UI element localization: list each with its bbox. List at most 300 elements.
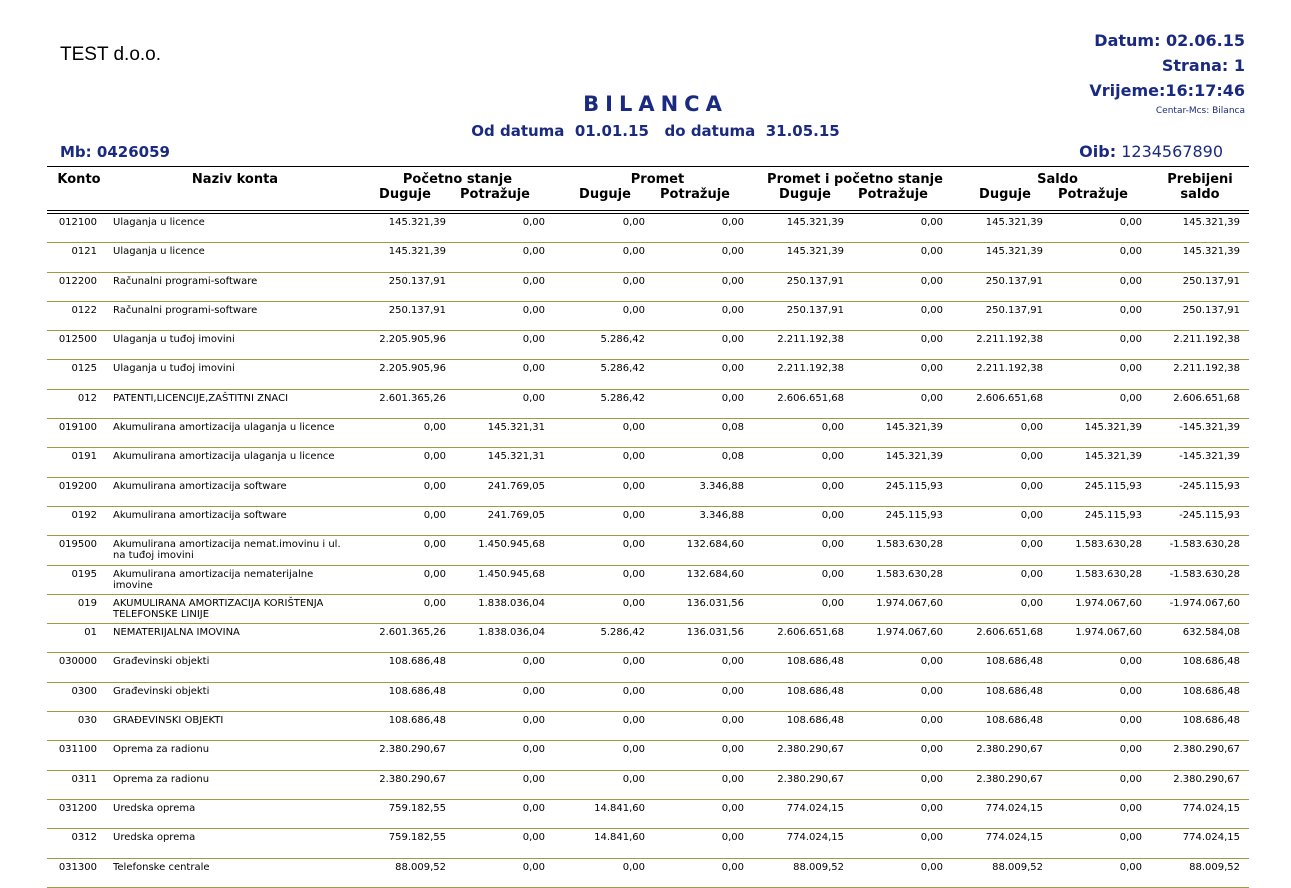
pocetno-duguje-cell: 0,00 — [423, 539, 446, 551]
ukupno-duguje-cell: 250.137,91 — [786, 275, 844, 287]
konto-cell: 012100 — [58, 217, 97, 228]
sub-potrazuje-2: Potražuje — [660, 187, 730, 202]
table-row — [47, 273, 1249, 302]
promet-duguje-cell: 0,00 — [622, 861, 645, 873]
pocetno-potrazuje-cell: 1.450.945,68 — [478, 568, 545, 580]
prebijeni-saldo-cell: 774.024,15 — [1182, 832, 1240, 844]
ukupno-potrazuje-cell: 0,00 — [920, 832, 943, 844]
saldo-potrazuje-cell: 0,00 — [1119, 802, 1142, 814]
table-row — [47, 331, 1249, 360]
pocetno-duguje-cell: 0,00 — [423, 422, 446, 434]
naziv-cell: Građevinski objekti — [113, 656, 210, 668]
promet-potrazuje-cell: 132.684,60 — [686, 568, 744, 580]
naziv-cell: Građevinski objekti — [113, 685, 210, 697]
konto-cell: 0122 — [71, 304, 97, 316]
prebijeni-saldo-cell: 2.380.290,67 — [1173, 773, 1240, 785]
promet-duguje-cell: 5.286,42 — [600, 334, 645, 346]
pocetno-potrazuje-cell: 0,00 — [522, 773, 545, 785]
saldo-duguje-cell: 0,00 — [1020, 509, 1043, 521]
report-title: BILANCA — [583, 92, 728, 116]
promet-potrazuje-cell: 0,00 — [721, 832, 744, 844]
saldo-duguje-cell: 2.380.290,67 — [976, 744, 1043, 756]
ukupno-duguje-cell: 108.686,48 — [786, 685, 844, 697]
saldo-potrazuje-cell: 0,00 — [1119, 275, 1142, 287]
saldo-duguje-cell: 2.380.290,67 — [976, 773, 1043, 785]
promet-duguje-cell: 0,00 — [622, 685, 645, 697]
saldo-duguje-cell: 0,00 — [1020, 568, 1043, 580]
header-rule-top — [47, 166, 1249, 167]
konto-cell: 012 — [77, 392, 97, 404]
pocetno-duguje-cell: 2.380.290,67 — [379, 773, 446, 785]
pocetno-duguje-cell: 0,00 — [423, 451, 446, 463]
pocetno-duguje-cell: 250.137,91 — [388, 275, 446, 287]
saldo-potrazuje-cell: 0,00 — [1119, 832, 1142, 844]
prebijeni-saldo-cell: -145.321,39 — [1179, 422, 1240, 434]
ukupno-duguje-cell: 2.380.290,67 — [777, 744, 844, 756]
naziv-cell: Akumulirana amortizacija nematerijalne imovine — [113, 568, 314, 591]
ukupno-potrazuje-cell: 145.321,39 — [885, 422, 943, 434]
promet-potrazuje-cell: 0,00 — [721, 392, 744, 404]
sub-duguje-3: Duguje — [779, 187, 831, 202]
pocetno-duguje-cell: 145.321,39 — [388, 217, 446, 228]
table-row — [47, 360, 1249, 389]
promet-duguje-cell: 14.841,60 — [594, 802, 645, 814]
saldo-duguje-cell: 0,00 — [1020, 539, 1043, 551]
prebijeni-saldo-cell: 108.686,48 — [1182, 685, 1240, 697]
col-promet-header: Promet — [630, 172, 685, 187]
table-row — [47, 624, 1249, 653]
prebijeni-saldo-cell: 108.686,48 — [1182, 715, 1240, 727]
promet-potrazuje-cell: 136.031,56 — [686, 597, 744, 609]
prebijeni-saldo-cell: 774.024,15 — [1182, 802, 1240, 814]
col-pocetno-header: Početno stanje — [402, 172, 513, 187]
prebijeni-saldo-cell: 108.686,48 — [1182, 656, 1240, 668]
promet-duguje-cell: 5.286,42 — [600, 392, 645, 404]
pocetno-duguje-cell: 0,00 — [423, 509, 446, 521]
sub-duguje-1: Duguje — [379, 187, 431, 202]
pocetno-potrazuje-cell: 0,00 — [522, 392, 545, 404]
promet-duguje-cell: 0,00 — [622, 304, 645, 316]
saldo-potrazuje-cell: 0,00 — [1119, 744, 1142, 756]
saldo-potrazuje-cell: 0,00 — [1119, 773, 1142, 785]
ukupno-potrazuje-cell: 245.115,93 — [885, 480, 943, 492]
ukupno-potrazuje-cell: 0,00 — [920, 861, 943, 873]
saldo-potrazuje-cell: 0,00 — [1119, 685, 1142, 697]
naziv-cell: Akumulirana amortizacija software — [113, 480, 287, 492]
ukupno-duguje-cell: 108.686,48 — [786, 656, 844, 668]
saldo-potrazuje-cell: 0,00 — [1119, 715, 1142, 727]
oib-label: Oib: — [1079, 142, 1117, 161]
naziv-cell: Oprema za radionu — [113, 773, 210, 785]
pocetno-potrazuje-cell: 0,00 — [522, 246, 545, 258]
ukupno-duguje-cell: 88.009,52 — [793, 861, 844, 873]
prebijeni-saldo-cell: -1.974.067,60 — [1169, 597, 1240, 609]
promet-potrazuje-cell: 132.684,60 — [686, 539, 744, 551]
ukupno-duguje-cell: 145.321,39 — [786, 217, 844, 228]
ukupno-duguje-cell: 0,00 — [821, 539, 844, 551]
naziv-cell: Ulaganja u tuđoj imovini — [113, 334, 235, 346]
saldo-potrazuje-cell: 0,00 — [1119, 392, 1142, 404]
pocetno-duguje-cell: 759.182,55 — [388, 832, 446, 844]
saldo-potrazuje-cell: 145.321,39 — [1084, 422, 1142, 434]
col-naziv-header: Naziv konta — [191, 172, 279, 187]
konto-cell: 0125 — [71, 363, 97, 375]
promet-potrazuje-cell: 0,08 — [721, 451, 744, 463]
saldo-potrazuje-cell: 0,00 — [1119, 304, 1142, 316]
saldo-potrazuje-cell: 0,00 — [1119, 217, 1142, 228]
promet-potrazuje-cell: 136.031,56 — [686, 627, 744, 639]
prebijeni-saldo-cell: -245.115,93 — [1179, 480, 1240, 492]
ukupno-potrazuje-cell: 145.321,39 — [885, 451, 943, 463]
prebijeni-saldo-cell: 250.137,91 — [1182, 304, 1240, 316]
naziv-cell: Ulaganja u licence — [113, 217, 205, 228]
saldo-duguje-cell: 2.606.651,68 — [976, 627, 1043, 639]
promet-duguje-cell: 0,00 — [622, 246, 645, 258]
ukupno-potrazuje-cell: 0,00 — [920, 802, 943, 814]
saldo-potrazuje-cell: 0,00 — [1119, 334, 1142, 346]
pocetno-potrazuje-cell: 0,00 — [522, 656, 545, 668]
naziv-cell: Oprema za radionu — [113, 744, 210, 756]
col-saldo-header: Saldo — [1037, 172, 1078, 187]
promet-duguje-cell: 0,00 — [622, 451, 645, 463]
naziv-cell: Akumulirana amortizacija ulaganja u licence — [113, 451, 335, 463]
ukupno-duguje-cell: 2.211.192,38 — [777, 363, 844, 375]
promet-duguje-cell: 0,00 — [622, 217, 645, 228]
ukupno-potrazuje-cell: 0,00 — [920, 304, 943, 316]
prebijeni-saldo-cell: 2.211.192,38 — [1173, 363, 1240, 375]
promet-duguje-cell: 0,00 — [622, 509, 645, 521]
saldo-duguje-cell: 2.606.651,68 — [976, 392, 1043, 404]
oib-value: 1234567890 — [1121, 142, 1223, 161]
saldo-duguje-cell: 108.686,48 — [985, 685, 1043, 697]
prebijeni-saldo-cell: -1.583.630,28 — [1169, 539, 1240, 551]
pocetno-duguje-cell: 145.321,39 — [388, 246, 446, 258]
ukupno-duguje-cell: 2.606.651,68 — [777, 392, 844, 404]
ukupno-duguje-cell: 108.686,48 — [786, 715, 844, 727]
table-row — [47, 302, 1249, 331]
ukupno-duguje-cell: 0,00 — [821, 597, 844, 609]
saldo-duguje-cell: 2.211.192,38 — [976, 363, 1043, 375]
promet-potrazuje-cell: 0,00 — [721, 744, 744, 756]
promet-duguje-cell: 0,00 — [622, 773, 645, 785]
konto-cell: 019 — [77, 597, 97, 609]
promet-duguje-cell: 0,00 — [622, 275, 645, 287]
konto-cell: 019500 — [58, 539, 97, 551]
prebijeni-saldo-cell: 145.321,39 — [1182, 246, 1240, 258]
konto-cell: 0311 — [71, 773, 97, 785]
saldo-duguje-cell: 774.024,15 — [985, 802, 1043, 814]
pocetno-potrazuje-cell: 0,00 — [522, 363, 545, 375]
pocetno-duguje-cell: 108.686,48 — [388, 685, 446, 697]
pocetno-potrazuje-cell: 0,00 — [522, 217, 545, 228]
konto-cell: 030000 — [58, 656, 97, 668]
ukupno-duguje-cell: 2.211.192,38 — [777, 334, 844, 346]
ukupno-potrazuje-cell: 0,00 — [920, 217, 943, 228]
table-row — [47, 536, 1249, 565]
prebijeni-saldo-cell: -1.583.630,28 — [1169, 568, 1240, 580]
pocetno-potrazuje-cell: 0,00 — [522, 685, 545, 697]
promet-duguje-cell: 0,00 — [622, 539, 645, 551]
saldo-potrazuje-cell: 1.974.067,60 — [1075, 627, 1142, 639]
table-row — [47, 712, 1249, 741]
saldo-duguje-cell: 250.137,91 — [985, 275, 1043, 287]
col-prebijeni-header: Prebijeni — [1167, 172, 1233, 187]
pocetno-duguje-cell: 0,00 — [423, 480, 446, 492]
pocetno-duguje-cell: 2.601.365,26 — [379, 392, 446, 404]
saldo-duguje-cell: 0,00 — [1020, 451, 1043, 463]
col-promet-pocetno-header: Promet i početno stanje — [767, 172, 943, 187]
sub-potrazuje-3: Potražuje — [858, 187, 928, 202]
saldo-potrazuje-cell: 0,00 — [1119, 656, 1142, 668]
naziv-cell: Računalni programi-software — [113, 275, 258, 287]
promet-potrazuje-cell: 0,00 — [721, 802, 744, 814]
naziv-cell: PATENTI,LICENCIJE,ZAŠTITNI ZNACI — [113, 392, 289, 404]
pocetno-duguje-cell: 2.205.905,96 — [379, 334, 446, 346]
oib — [1079, 142, 1223, 161]
promet-potrazuje-cell: 0,00 — [721, 217, 744, 228]
naziv-cell: Ulaganja u tuđoj imovini — [113, 363, 235, 375]
konto-cell: 012200 — [58, 275, 97, 287]
ukupno-potrazuje-cell: 1.583.630,28 — [876, 568, 943, 580]
pocetno-potrazuje-cell: 1.838.036,04 — [478, 597, 545, 609]
pocetno-duguje-cell: 0,00 — [423, 597, 446, 609]
saldo-duguje-cell: 108.686,48 — [985, 715, 1043, 727]
konto-cell: 0300 — [71, 685, 97, 697]
promet-potrazuje-cell: 0,00 — [721, 715, 744, 727]
sub-duguje-2: Duguje — [579, 187, 631, 202]
ukupno-potrazuje-cell: 1.583.630,28 — [876, 539, 943, 551]
konto-cell: 0121 — [71, 246, 97, 258]
date-range: Od datuma 01.01.15 do datuma 31.05.15 — [471, 122, 840, 140]
pocetno-potrazuje-cell: 1.838.036,04 — [478, 627, 545, 639]
prebijeni-saldo-cell: 88.009,52 — [1189, 861, 1240, 873]
pocetno-duguje-cell: 759.182,55 — [388, 802, 446, 814]
naziv-cell: GRAĐEVINSKI OBJEKTI — [113, 715, 224, 727]
table-row — [47, 390, 1249, 419]
konto-cell: 01 — [84, 627, 97, 639]
ukupno-duguje-cell: 0,00 — [821, 509, 844, 521]
report-time: Vrijeme:16:17:46 — [1089, 81, 1245, 100]
saldo-potrazuje-cell: 1.974.067,60 — [1075, 597, 1142, 609]
konto-cell: 031300 — [58, 861, 97, 873]
pocetno-potrazuje-cell: 1.450.945,68 — [478, 539, 545, 551]
table-row — [47, 214, 1249, 243]
promet-potrazuje-cell: 0,00 — [721, 334, 744, 346]
naziv-cell: Uredska oprema — [113, 802, 196, 814]
ukupno-potrazuje-cell: 0,00 — [920, 363, 943, 375]
promet-duguje-cell: 0,00 — [622, 715, 645, 727]
promet-potrazuje-cell: 0,00 — [721, 656, 744, 668]
report-date: Datum: 02.06.15 — [1094, 31, 1245, 50]
table-row — [47, 741, 1249, 770]
balance-table-body — [47, 214, 1249, 888]
konto-cell: 0312 — [71, 832, 97, 844]
ukupno-potrazuje-cell: 1.974.067,60 — [876, 597, 943, 609]
ukupno-potrazuje-cell: 0,00 — [920, 275, 943, 287]
saldo-potrazuje-cell: 245.115,93 — [1084, 509, 1142, 521]
table-row — [47, 800, 1249, 829]
promet-potrazuje-cell: 0,00 — [721, 685, 744, 697]
ukupno-potrazuje-cell: 0,00 — [920, 773, 943, 785]
promet-duguje-cell: 5.286,42 — [600, 627, 645, 639]
pocetno-duguje-cell: 0,00 — [423, 568, 446, 580]
ukupno-duguje-cell: 0,00 — [821, 568, 844, 580]
company-name: TEST d.o.o. — [60, 44, 162, 65]
naziv-cell: NEMATERIJALNA IMOVINA — [113, 627, 240, 639]
konto-cell: 0191 — [71, 451, 97, 463]
header-rule-bottom — [47, 210, 1249, 211]
ukupno-potrazuje-cell: 0,00 — [920, 715, 943, 727]
promet-duguje-cell: 0,00 — [622, 597, 645, 609]
saldo-duguje-cell: 108.686,48 — [985, 656, 1043, 668]
konto-cell: 0195 — [71, 568, 97, 580]
promet-potrazuje-cell: 0,00 — [721, 861, 744, 873]
ukupno-potrazuje-cell: 0,00 — [920, 685, 943, 697]
ukupno-duguje-cell: 0,00 — [821, 480, 844, 492]
pocetno-duguje-cell: 88.009,52 — [395, 861, 446, 873]
ukupno-duguje-cell: 2.380.290,67 — [777, 773, 844, 785]
pocetno-duguje-cell: 250.137,91 — [388, 304, 446, 316]
promet-potrazuje-cell: 0,00 — [721, 304, 744, 316]
pocetno-potrazuje-cell: 0,00 — [522, 861, 545, 873]
table-row — [47, 771, 1249, 800]
naziv-cell: Telefonske centrale — [113, 861, 210, 873]
ukupno-duguje-cell: 145.321,39 — [786, 246, 844, 258]
pocetno-potrazuje-cell: 0,00 — [522, 744, 545, 756]
report-source: Centar-Mcs: Bilanca — [1155, 106, 1245, 116]
konto-cell: 019200 — [58, 480, 97, 492]
col-prebijeni-header-2: saldo — [1180, 187, 1220, 202]
mb-number: Mb: 0426059 — [60, 143, 170, 161]
pocetno-potrazuje-cell: 0,00 — [522, 832, 545, 844]
prebijeni-saldo-cell: 2.211.192,38 — [1173, 334, 1240, 346]
saldo-duguje-cell: 2.211.192,38 — [976, 334, 1043, 346]
promet-duguje-cell: 0,00 — [622, 480, 645, 492]
saldo-duguje-cell: 250.137,91 — [985, 304, 1043, 316]
promet-duguje-cell: 0,00 — [622, 656, 645, 668]
pocetno-potrazuje-cell: 145.321,31 — [487, 422, 545, 434]
promet-duguje-cell: 14.841,60 — [594, 832, 645, 844]
saldo-duguje-cell: 0,00 — [1020, 480, 1043, 492]
ukupno-duguje-cell: 250.137,91 — [786, 304, 844, 316]
ukupno-potrazuje-cell: 1.974.067,60 — [876, 627, 943, 639]
konto-cell: 031200 — [58, 802, 97, 814]
promet-potrazuje-cell: 0,08 — [721, 422, 744, 434]
konto-cell: 012500 — [58, 334, 97, 346]
pocetno-duguje-cell: 2.380.290,67 — [379, 744, 446, 756]
promet-duguje-cell: 0,00 — [622, 568, 645, 580]
saldo-duguje-cell: 774.024,15 — [985, 832, 1043, 844]
ukupno-duguje-cell: 774.024,15 — [786, 802, 844, 814]
ukupno-potrazuje-cell: 0,00 — [920, 246, 943, 258]
promet-duguje-cell: 0,00 — [622, 744, 645, 756]
ukupno-potrazuje-cell: 0,00 — [920, 334, 943, 346]
promet-potrazuje-cell: 3.346,88 — [699, 509, 744, 521]
konto-cell: 031100 — [58, 744, 97, 756]
saldo-potrazuje-cell: 0,00 — [1119, 246, 1142, 258]
table-row — [47, 448, 1249, 477]
saldo-duguje-cell: 0,00 — [1020, 597, 1043, 609]
promet-potrazuje-cell: 0,00 — [721, 246, 744, 258]
prebijeni-saldo-cell: 2.380.290,67 — [1173, 744, 1240, 756]
table-row — [47, 566, 1249, 595]
promet-potrazuje-cell: 0,00 — [721, 363, 744, 375]
saldo-potrazuje-cell: 0,00 — [1119, 861, 1142, 873]
ukupno-potrazuje-cell: 245.115,93 — [885, 509, 943, 521]
saldo-potrazuje-cell: 0,00 — [1119, 363, 1142, 375]
konto-cell: 0192 — [71, 509, 97, 521]
saldo-duguje-cell: 145.321,39 — [985, 217, 1043, 228]
pocetno-duguje-cell: 108.686,48 — [388, 715, 446, 727]
naziv-cell: Akumulirana amortizacija ulaganja u licence — [113, 422, 335, 434]
pocetno-potrazuje-cell: 0,00 — [522, 334, 545, 346]
saldo-duguje-cell: 88.009,52 — [992, 861, 1043, 873]
saldo-potrazuje-cell: 245.115,93 — [1084, 480, 1142, 492]
saldo-potrazuje-cell: 145.321,39 — [1084, 451, 1142, 463]
prebijeni-saldo-cell: 145.321,39 — [1182, 217, 1240, 228]
prebijeni-saldo-cell: 250.137,91 — [1182, 275, 1240, 287]
pocetno-duguje-cell: 2.601.365,26 — [379, 627, 446, 639]
pocetno-potrazuje-cell: 0,00 — [522, 715, 545, 727]
table-row — [47, 859, 1249, 888]
ukupno-potrazuje-cell: 0,00 — [920, 392, 943, 404]
promet-potrazuje-cell: 3.346,88 — [699, 480, 744, 492]
ukupno-potrazuje-cell: 0,00 — [920, 744, 943, 756]
naziv-cell: Ulaganja u licence — [113, 246, 205, 258]
ukupno-duguje-cell: 774.024,15 — [786, 832, 844, 844]
prebijeni-saldo-cell: -245.115,93 — [1179, 509, 1240, 521]
pocetno-potrazuje-cell: 0,00 — [522, 275, 545, 287]
naziv-cell: Uredska oprema — [113, 832, 196, 844]
promet-potrazuje-cell: 0,00 — [721, 773, 744, 785]
table-row — [47, 683, 1249, 712]
sub-potrazuje-1: Potražuje — [460, 187, 530, 202]
pocetno-potrazuje-cell: 241.769,05 — [487, 480, 545, 492]
col-konto-header: Konto — [57, 172, 101, 187]
table-row — [47, 595, 1249, 624]
pocetno-duguje-cell: 108.686,48 — [388, 656, 446, 668]
table-row — [47, 243, 1249, 272]
promet-potrazuje-cell: 0,00 — [721, 275, 744, 287]
pocetno-potrazuje-cell: 0,00 — [522, 304, 545, 316]
table-row — [47, 419, 1249, 448]
naziv-cell: Akumulirana amortizacija software — [113, 509, 287, 521]
prebijeni-saldo-cell: 632.584,08 — [1182, 627, 1240, 639]
table-row — [47, 653, 1249, 682]
promet-duguje-cell: 5.286,42 — [600, 363, 645, 375]
pocetno-potrazuje-cell: 241.769,05 — [487, 509, 545, 521]
saldo-potrazuje-cell: 1.583.630,28 — [1075, 568, 1142, 580]
pocetno-potrazuje-cell: 145.321,31 — [487, 451, 545, 463]
saldo-duguje-cell: 145.321,39 — [985, 246, 1043, 258]
table-row — [47, 829, 1249, 858]
sub-duguje-4: Duguje — [979, 187, 1031, 202]
pocetno-duguje-cell: 2.205.905,96 — [379, 363, 446, 375]
prebijeni-saldo-cell: -145.321,39 — [1179, 451, 1240, 463]
konto-cell: 019100 — [58, 422, 97, 434]
ukupno-duguje-cell: 0,00 — [821, 422, 844, 434]
saldo-potrazuje-cell: 1.583.630,28 — [1075, 539, 1142, 551]
konto-cell: 030 — [77, 715, 97, 727]
naziv-cell: Računalni programi-software — [113, 304, 258, 316]
naziv-cell: AKUMULIRANA AMORTIZACIJA KORIŠTENJA TELEFONSKE LINIJE — [113, 597, 324, 620]
ukupno-potrazuje-cell: 0,00 — [920, 656, 943, 668]
sub-potrazuje-4: Potražuje — [1058, 187, 1128, 202]
promet-duguje-cell: 0,00 — [622, 422, 645, 434]
table-row — [47, 478, 1249, 507]
pocetno-potrazuje-cell: 0,00 — [522, 802, 545, 814]
ukupno-duguje-cell: 2.606.651,68 — [777, 627, 844, 639]
